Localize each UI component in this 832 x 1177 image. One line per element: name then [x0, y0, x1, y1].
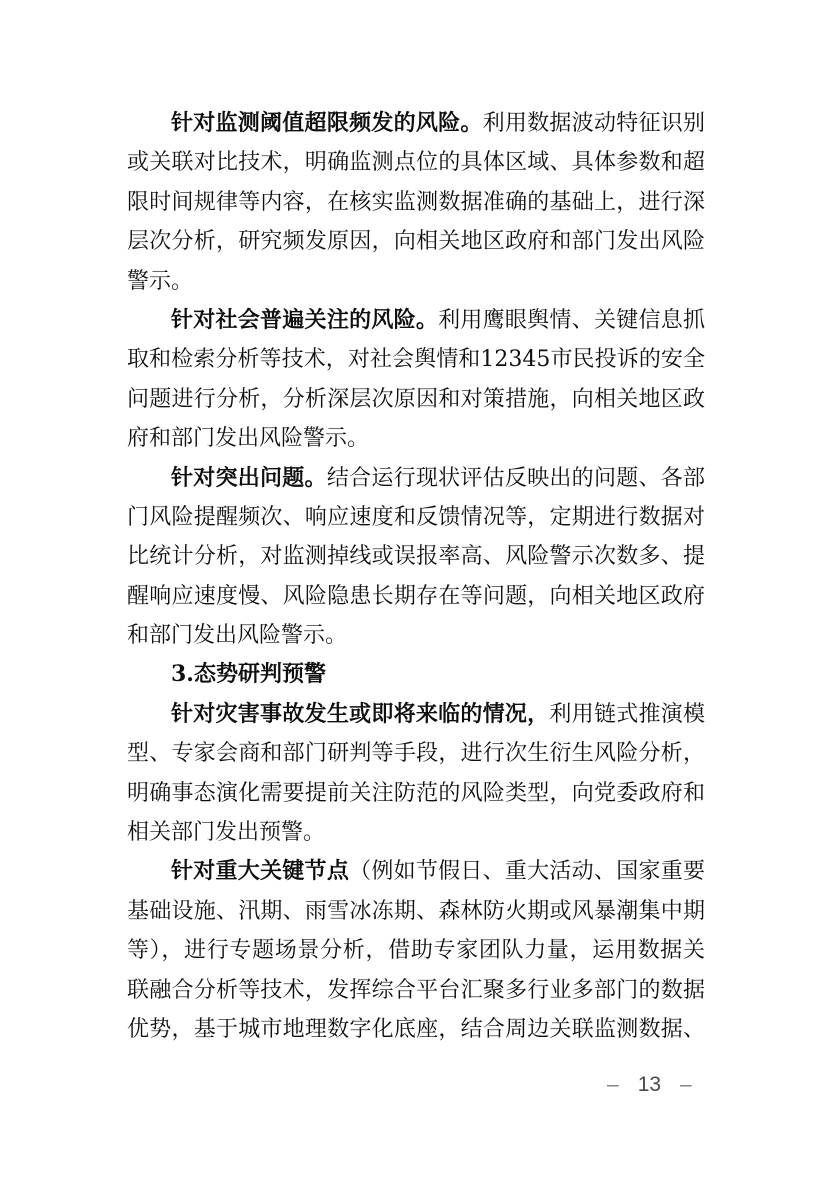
- paragraph-major-key-nodes: [127, 852, 705, 1049]
- text-line: [127, 852, 705, 891]
- text-line: [127, 577, 705, 616]
- paragraph-monitoring-threshold-risk: [127, 104, 705, 301]
- text-line: [127, 1010, 705, 1049]
- text-segment: 优势，基于城市地理数字化底座，结合周边关联监测数据、: [127, 1016, 705, 1042]
- text-line: [127, 971, 705, 1010]
- text-line: [127, 616, 705, 655]
- text-segment: 结合运行现状评估反映出的问题、各部: [326, 465, 705, 491]
- page-number-right-dash: –: [680, 1073, 692, 1096]
- text-segment: 型、专家会商和部门研判等手段，进行次生衍生风险分析，: [127, 741, 705, 767]
- text-line: [127, 695, 705, 734]
- text-line: [127, 774, 705, 813]
- bold-text-segment: 针对社会普遍关注的风险。: [171, 306, 439, 333]
- text-line: [127, 813, 705, 852]
- bold-text-segment: 针对突出问题。: [171, 464, 327, 491]
- bold-text-segment: 针对灾害事故发生或即将来临的情况，: [171, 700, 550, 727]
- text-line: [127, 655, 705, 694]
- text-segment: 门风险提醒频次、响应速度和反馈情况等，定期进行数据对: [127, 504, 705, 530]
- text-segment: 明确事态演化需要提前关注防范的风险类型，向党委政府和: [127, 780, 705, 806]
- text-segment: 问题进行分析，分析深层次原因和对策措施，向相关地区政: [127, 386, 705, 412]
- text-line: [127, 537, 705, 576]
- text-segment: 取和检索分析等技术，对社会舆情和12345市民投诉的安全: [127, 347, 705, 373]
- paragraph-disaster-imminent-situation: [127, 695, 705, 853]
- text-line: [127, 340, 705, 379]
- text-segment: 或关联对比技术，明确监测点位的具体区域、具体参数和超: [127, 150, 705, 176]
- text-line: [127, 734, 705, 773]
- text-segment: 警示。: [127, 268, 194, 294]
- bold-text-segment: 3.态势研判预警: [171, 661, 326, 688]
- bold-text-segment: 针对重大关键节点: [171, 858, 350, 885]
- paragraph-social-concern-risk: [127, 301, 705, 459]
- text-line: [127, 459, 705, 498]
- paragraph-prominent-problems: [127, 459, 705, 656]
- text-line: [127, 143, 705, 182]
- text-segment: 和部门发出风险警示。: [127, 623, 348, 649]
- text-line: [127, 183, 705, 222]
- page-number-left-dash: –: [607, 1073, 619, 1096]
- text-line: [127, 222, 705, 261]
- document-body: [127, 104, 705, 1049]
- text-line: [127, 419, 705, 458]
- text-line: [127, 380, 705, 419]
- text-line: [127, 498, 705, 537]
- bold-text-segment: 针对监测阈值超限频发的风险。: [171, 110, 483, 136]
- text-segment: 利用数据波动特征识别: [482, 111, 705, 136]
- page-number-value: 13: [637, 1073, 662, 1096]
- text-segment: 基础设施、汛期、雨雪冰冻期、森林防火期或风暴潮集中期: [127, 898, 705, 924]
- text-segment: 层次分析，研究频发原因，向相关地区政府和部门发出风险: [127, 229, 705, 255]
- text-line: [127, 301, 705, 340]
- text-segment: 联融合分析等技术，发挥综合平台汇聚多行业多部门的数据: [127, 977, 705, 1003]
- text-segment: 限时间规律等内容，在核实监测数据准确的基础上，进行深: [127, 189, 705, 215]
- text-segment: （例如节假日、重大活动、国家重要: [349, 859, 705, 885]
- text-line: [127, 262, 705, 301]
- text-segment: 醒响应速度慢、风险隐患长期存在等问题，向相关地区政府: [127, 583, 705, 609]
- text-segment: 府和部门发出风险警示。: [127, 426, 370, 452]
- heading-situation-forecast-warning: [127, 655, 705, 694]
- text-line: [127, 104, 705, 143]
- text-segment: 利用链式推演模: [549, 701, 705, 727]
- text-line: [127, 931, 705, 970]
- text-segment: 相关部门发出预警。: [127, 820, 326, 846]
- text-segment: 比统计分析，对监测掉线或误报率高、风险警示次数多、提: [127, 544, 705, 570]
- text-line: [127, 892, 705, 931]
- page-number: [607, 1072, 692, 1098]
- text-segment: 等），进行专题场景分析，借助专家团队力量，运用数据关: [127, 938, 705, 964]
- text-segment: 利用鹰眼舆情、关键信息抓: [438, 307, 705, 333]
